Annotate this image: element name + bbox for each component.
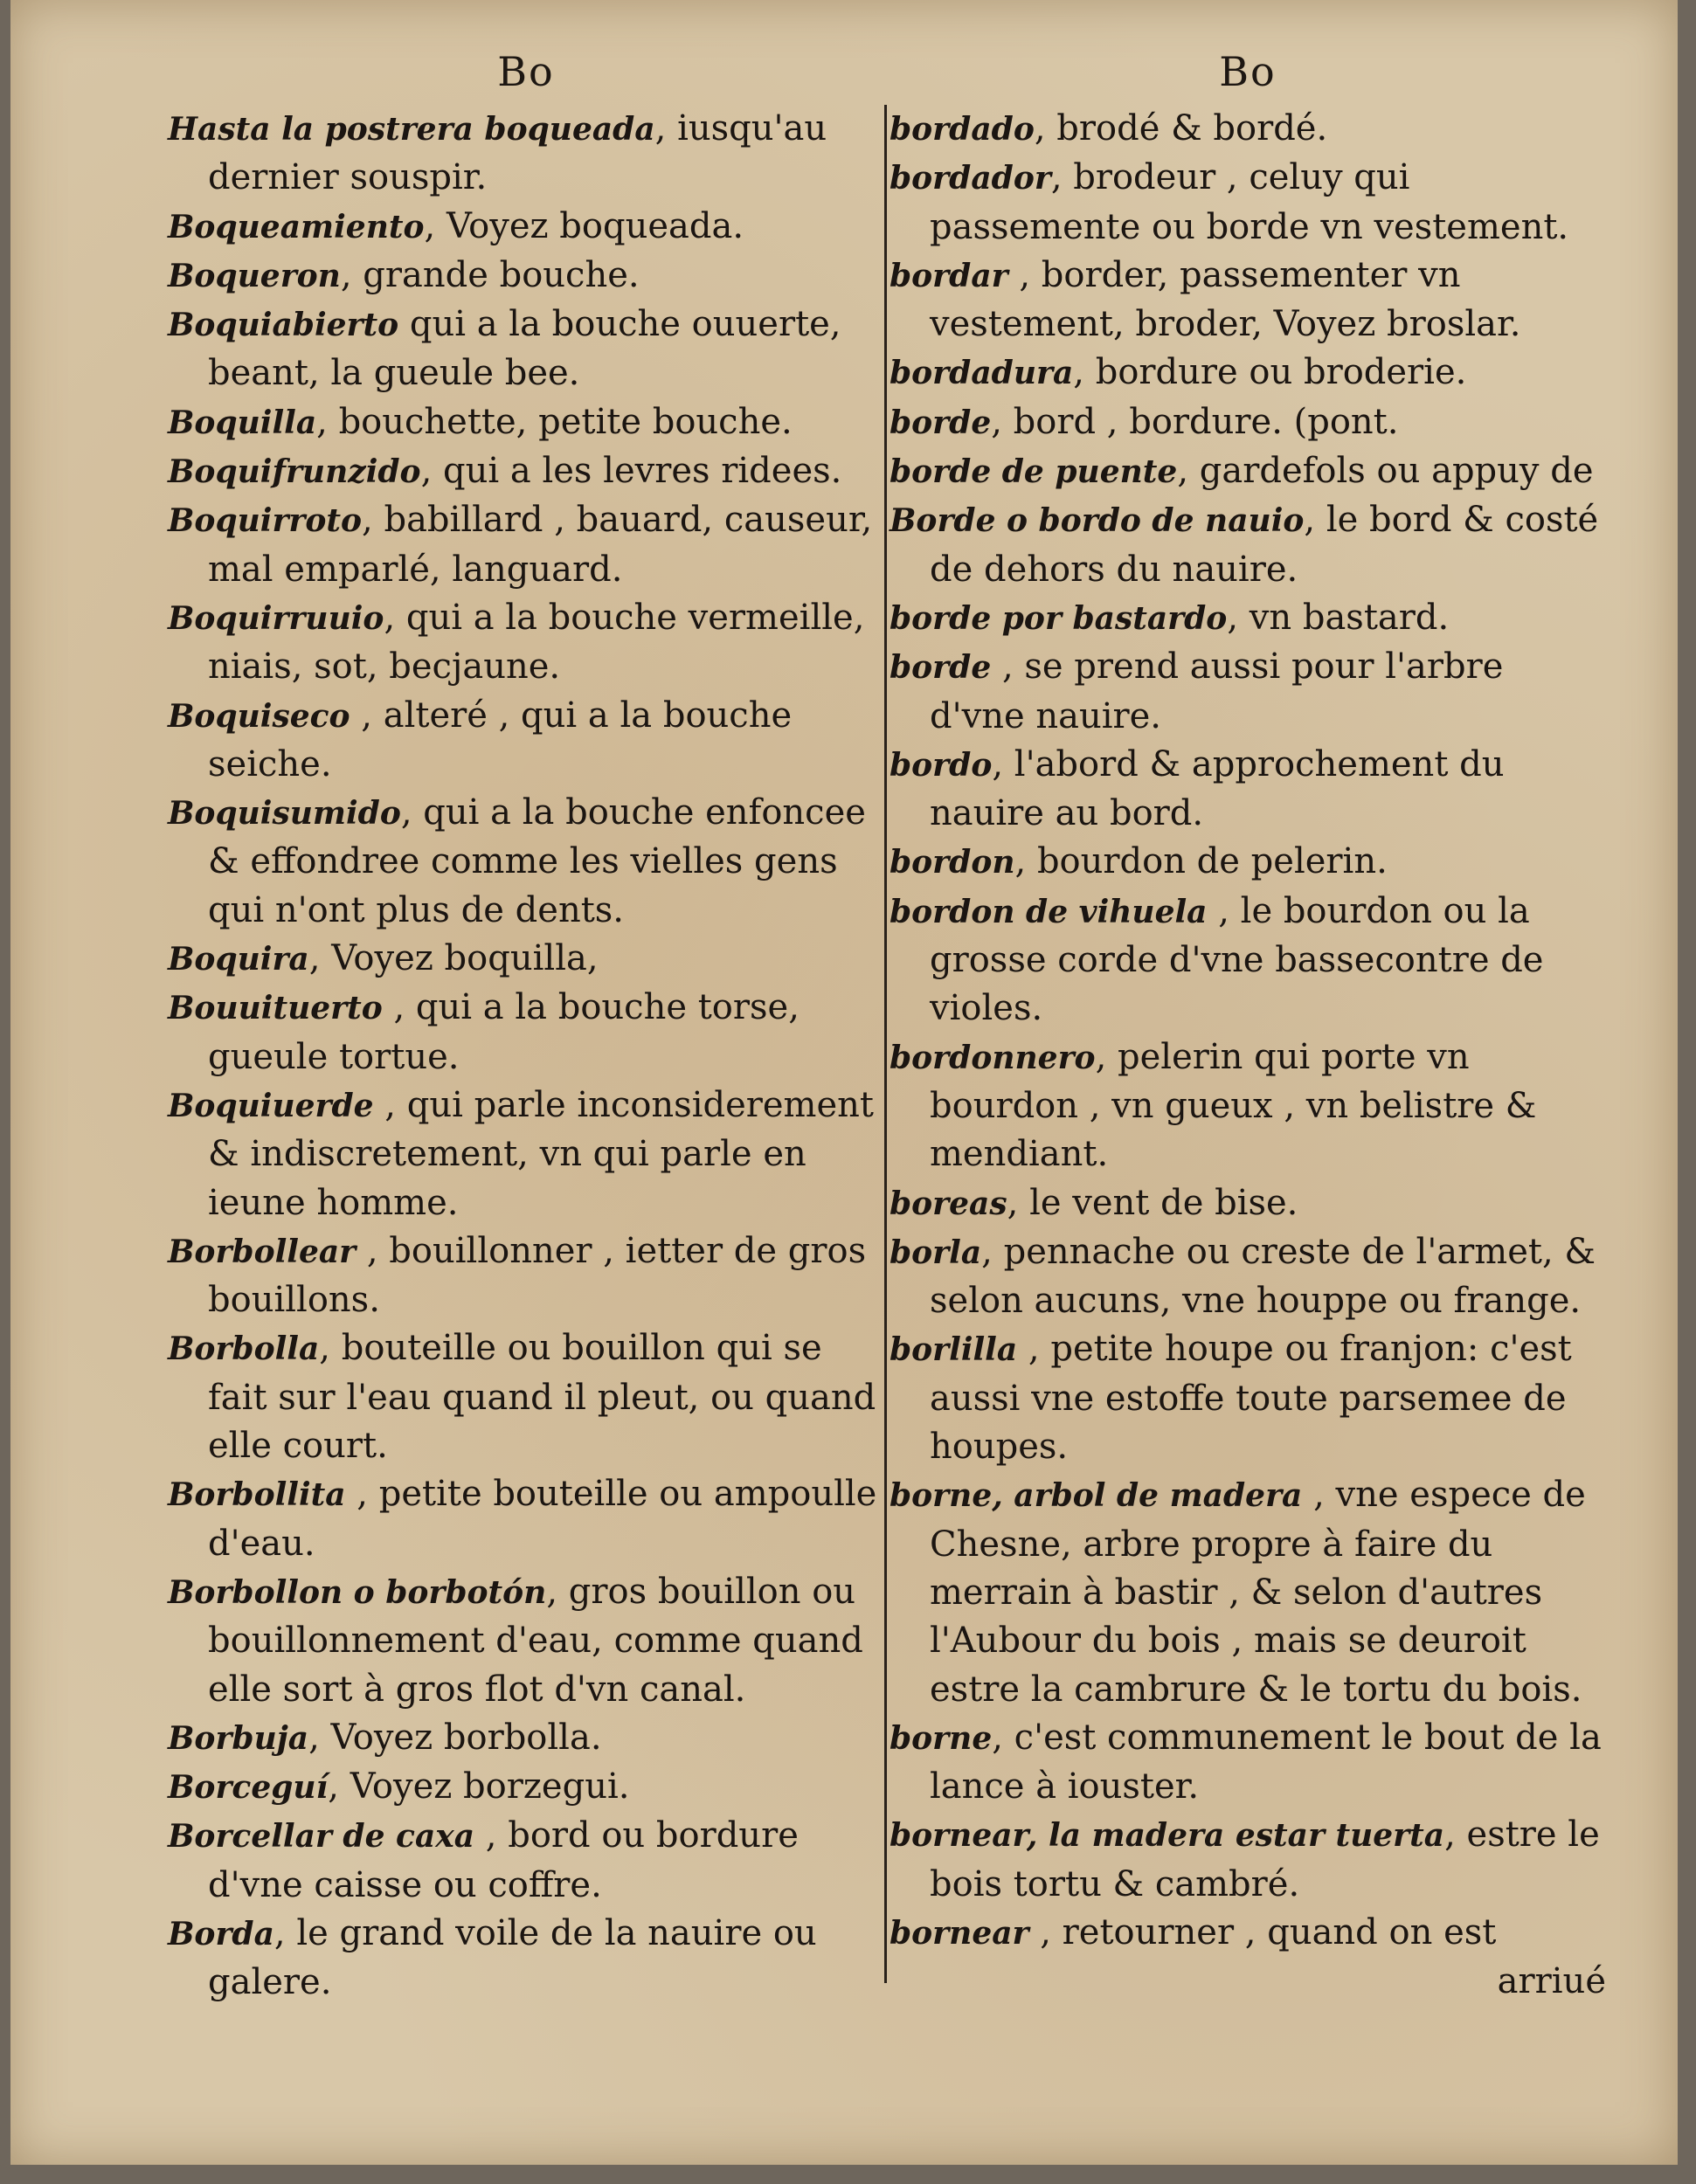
entry-headword: Borbollita: [168, 1476, 346, 1514]
entry-definition: , Voyez borzegui.: [328, 1766, 630, 1807]
entry-definition: , grande bouche.: [340, 254, 640, 295]
catchword: [890, 1958, 1606, 2006]
dictionary-entry: [168, 1470, 884, 1568]
entry-definition: , border, passementer vn vestement, broder, Voyez broslar.: [930, 254, 1521, 345]
entry-definition: , bouillonner , ietter de gros bouillons.: [208, 1230, 867, 1321]
left-column: [168, 0, 884, 2097]
entry-definition: , bouchette, petite bouche.: [316, 401, 793, 442]
entry-headword: Boqueron: [168, 257, 341, 294]
left-entry-list: [168, 105, 884, 2008]
entry-headword: Boquiuerde: [168, 1087, 374, 1124]
entry-definition: , alteré , qui a la bouche seiche.: [208, 695, 793, 784]
entry-headword: borde de puente: [890, 453, 1178, 491]
dictionary-entry: [890, 154, 1606, 252]
left-running-header: Bo: [497, 48, 555, 95]
dictionary-entry: [890, 1325, 1606, 1471]
entry-definition: , estre le bois tortu & cambré.: [930, 1814, 1600, 1904]
entry-headword: borne, arbol de madera: [890, 1477, 1303, 1515]
entry-headword: Boquiseco: [168, 697, 350, 735]
dictionary-entry: [168, 1568, 884, 1714]
entry-headword: bordado: [890, 111, 1035, 148]
entry-headword: Borbolla: [168, 1330, 320, 1368]
entry-headword: Borbollear: [168, 1233, 357, 1270]
dictionary-entry: [890, 252, 1606, 349]
dictionary-entry: [168, 1910, 884, 2008]
dictionary-entry: [890, 496, 1606, 594]
entry-definition: , qui a les levres ridees.: [420, 451, 842, 492]
entry-headword: Boquiabierto: [168, 307, 399, 344]
dictionary-entry: [168, 984, 884, 1082]
dictionary-entry: [890, 349, 1606, 397]
entry-headword: Borbollon o borbotón: [168, 1573, 547, 1611]
entry-headword: borlilla: [890, 1331, 1018, 1369]
dictionary-entry: [890, 888, 1606, 1033]
entry-headword: borde: [890, 649, 992, 687]
dictionary-entry: [168, 203, 884, 252]
entry-headword: Hasta la postrera boqueada: [168, 111, 655, 148]
entry-definition: , le bourdon ou la grosse corde d'vne bassecontre de violes.: [930, 890, 1544, 1029]
entry-definition: , petite bouteille ou ampoulle d'eau.: [208, 1474, 877, 1564]
entry-headword: borla: [890, 1234, 982, 1271]
right-entry-list: [890, 105, 1606, 2007]
entry-definition: , qui a la bouche enfoncee & effondree comme les vielles gens qui n'ont plus de dents.: [208, 792, 866, 930]
entry-headword: borne: [890, 1719, 993, 1757]
catchword-text: arriué: [1497, 1961, 1606, 2002]
entry-definition: , pennache ou creste de l'armet, & selon aucuns, vne houppe ou frange.: [930, 1231, 1596, 1322]
dictionary-entry: [890, 398, 1606, 447]
entry-definition: , petite houpe ou franjon: c'est aussi vne estoffe toute parsemee de houpes.: [930, 1329, 1572, 1468]
entry-definition: , babillard , bauard, causeur, mal emparlé, languard.: [208, 500, 873, 590]
dictionary-entry: [890, 1471, 1606, 1713]
entry-headword: Boqueamiento: [168, 208, 425, 245]
entry-definition: , qui parle inconsiderement & indiscretement, vn qui parle en ieune homme.: [208, 1084, 874, 1223]
dictionary-entry: [168, 105, 884, 203]
entry-definition: , le bord & costé de dehors du nauire.: [930, 500, 1599, 590]
entry-definition: , pelerin qui porte vn bourdon , vn gueux , vn belistre & mendiant.: [930, 1036, 1537, 1175]
entry-headword: Boquira: [168, 941, 309, 978]
entry-headword: bordador: [890, 160, 1051, 197]
dictionary-entry: [168, 594, 884, 692]
entry-headword: borde: [890, 404, 992, 441]
dictionary-entry: [168, 398, 884, 447]
dictionary-entry: [890, 643, 1606, 741]
entry-headword: bordar: [890, 257, 1008, 294]
entry-definition: , le vent de bise.: [1007, 1182, 1298, 1223]
dictionary-entry: [168, 789, 884, 935]
dictionary-entry: [168, 1812, 884, 1910]
entry-definition: , gardefols ou appuy de: [1177, 451, 1594, 492]
dictionary-entry: [168, 1763, 884, 1812]
entry-definition: , bouteille ou bouillon qui se fait sur l'eau quand il pleut, ou quand elle court.: [208, 1328, 876, 1467]
right-running-header: Bo: [1219, 48, 1277, 95]
dictionary-entry: [890, 1033, 1606, 1179]
entry-headword: Boquirruuio: [168, 599, 384, 637]
dictionary-entry: [890, 1228, 1606, 1326]
entry-headword: bordon: [890, 844, 1015, 881]
entry-definition: , bord ou bordure d'vne caisse ou coffre.: [208, 1815, 799, 1905]
entry-definition: , iusqu'au dernier souspir.: [208, 108, 827, 198]
dictionary-entry: [168, 496, 884, 594]
entry-definition: , se prend aussi pour l'arbre d'vne nauire.: [930, 646, 1504, 736]
dictionary-entry: [890, 741, 1606, 839]
dictionary-entry: [168, 935, 884, 984]
dictionary-entry: [890, 838, 1606, 887]
entry-headword: Borde o bordo de nauio: [890, 502, 1305, 540]
entry-headword: bordon de vihuela: [890, 893, 1208, 930]
right-column: [890, 0, 1606, 2097]
column-divider: [884, 105, 887, 1983]
dictionary-entry: [168, 1082, 884, 1227]
dictionary-entry: [890, 105, 1606, 154]
book-page: [10, 0, 1678, 2165]
entry-definition: , qui a la bouche vermeille, niais, sot, becjaune.: [208, 597, 865, 688]
entry-definition: , Voyez boquilla,: [308, 938, 599, 979]
entry-headword: Bouuituerto: [168, 990, 383, 1027]
entry-definition: , c'est communement le bout de la lance à iouster.: [930, 1717, 1602, 1807]
entry-headword: borde por bastardo: [890, 599, 1228, 637]
entry-definition: , Voyez borbolla.: [308, 1717, 602, 1758]
entry-definition: , le grand voile de la nauire ou galere.: [208, 1912, 817, 2003]
entry-headword: Boquisumido: [168, 795, 401, 833]
entry-definition: qui a la bouche ouuerte, beant, la gueule bee.: [208, 304, 841, 394]
entry-definition: , l'abord & approchement du nauire au bord.: [930, 743, 1505, 834]
dictionary-entry: [890, 1714, 1606, 1812]
entry-definition: , bord , bordure. (pont.: [991, 401, 1399, 442]
entry-definition: , brodé & bordé.: [1034, 108, 1328, 149]
entry-definition: , vne espece de Chesne, arbre propre à faire du merrain à bastir , & selon d'autres l'Aubour du bois , mais se deuroit estre la cambrure & le tortu du bois.: [930, 1475, 1586, 1710]
entry-headword: Borceguí: [168, 1769, 329, 1807]
entry-headword: bornear: [890, 1914, 1029, 1952]
entry-headword: Boquilla: [168, 404, 317, 441]
entry-headword: bordo: [890, 746, 993, 784]
dictionary-entry: [890, 1179, 1606, 1228]
dictionary-entry: [168, 1714, 884, 1763]
entry-definition: , vn bastard.: [1227, 597, 1450, 638]
entry-definition: , bourdon de pelerin.: [1014, 841, 1388, 882]
dictionary-entry: [168, 1324, 884, 1470]
dictionary-entry: [168, 1227, 884, 1325]
dictionary-entry: [890, 1811, 1606, 1909]
dictionary-entry: [890, 1909, 1606, 1958]
dictionary-entry: [168, 301, 884, 398]
entry-headword: boreas: [890, 1185, 1007, 1222]
entry-definition: , gros bouillon ou bouillonnement d'eau, comme quand elle sort à gros flot d'vn canal.: [208, 1571, 863, 1710]
entry-definition: , brodeur , celuy qui passemente ou borde vn vestement.: [930, 157, 1569, 247]
entry-headword: Borbuja: [168, 1719, 309, 1757]
dictionary-entry: [890, 447, 1606, 496]
entry-headword: Boquirroto: [168, 502, 363, 540]
entry-headword: Borcellar de caxa: [168, 1818, 475, 1856]
entry-headword: bornear, la madera estar tuerta: [890, 1817, 1445, 1855]
dictionary-entry: [168, 692, 884, 790]
entry-headword: bordadura: [890, 355, 1074, 392]
dictionary-entry: [168, 252, 884, 301]
entry-definition: , qui a la bouche torse, gueule tortue.: [208, 987, 800, 1077]
entry-headword: bordonnero: [890, 1039, 1096, 1076]
entry-headword: Borda: [168, 1915, 274, 1952]
entry-headword: Boquifrunzido: [168, 453, 421, 491]
entry-definition: , retourner , quand on est: [1028, 1911, 1497, 1952]
dictionary-entry: [890, 594, 1606, 643]
entry-definition: , Voyez boqueada.: [424, 205, 744, 246]
entry-definition: , bordure ou broderie.: [1073, 352, 1467, 393]
dictionary-entry: [168, 447, 884, 496]
